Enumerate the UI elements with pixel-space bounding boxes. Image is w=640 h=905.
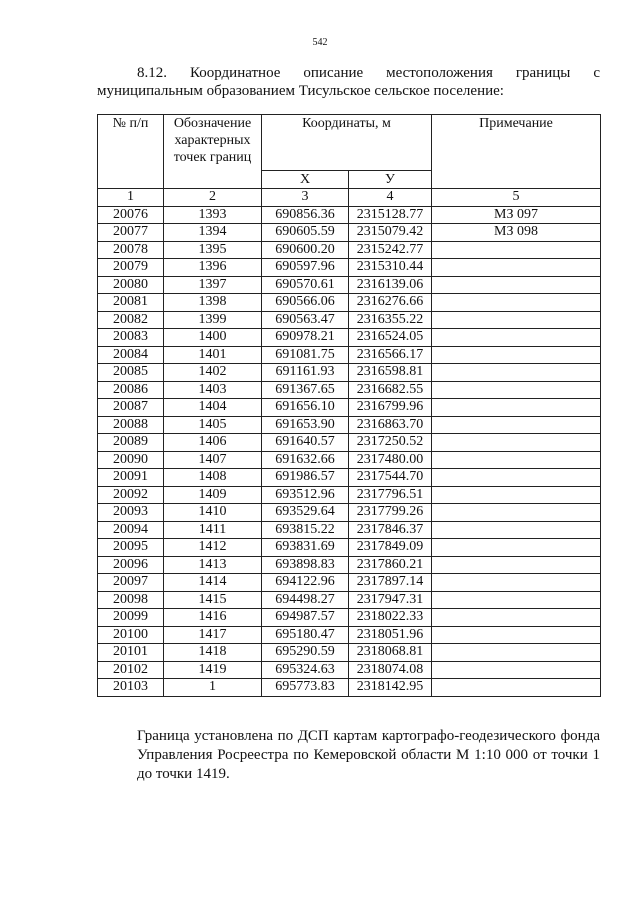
cell-x: 690600.20 [262,241,349,259]
cell-y: 2317250.52 [349,434,432,452]
heading-word: границы [515,65,571,81]
cell-y: 2317846.37 [349,521,432,539]
cell-row-number: 20092 [98,486,164,504]
cell-point: 1411 [164,521,262,539]
cell-x: 694122.96 [262,574,349,592]
cell-point: 1394 [164,224,262,242]
header-x: Х [262,171,349,189]
numbering-cell: 2 [164,189,262,207]
heading-word: 8.12. [137,65,167,81]
cell-point: 1397 [164,276,262,294]
cell-y: 2316139.06 [349,276,432,294]
cell-point: 1406 [164,434,262,452]
cell-y: 2316799.96 [349,399,432,417]
cell-row-number: 20094 [98,521,164,539]
cell-x: 693831.69 [262,539,349,557]
cell-x: 695773.83 [262,679,349,697]
cell-x: 691640.57 [262,434,349,452]
cell-y: 2316524.05 [349,329,432,347]
cell-note [432,241,601,259]
cell-row-number: 20079 [98,259,164,277]
cell-y: 2317849.09 [349,539,432,557]
cell-x: 693898.83 [262,556,349,574]
page-number: 542 [312,37,328,48]
heading-line-1 [97,64,600,82]
table-row [98,311,601,329]
cell-row-number: 20091 [98,469,164,487]
cell-point: 1395 [164,241,262,259]
cell-note [432,399,601,417]
cell-x: 691986.57 [262,469,349,487]
cell-note [432,329,601,347]
cell-row-number: 20100 [98,626,164,644]
table-row [98,259,601,277]
cell-row-number: 20102 [98,661,164,679]
heading-word: описание [303,65,364,81]
cell-row-number: 20082 [98,311,164,329]
cell-x: 690856.36 [262,206,349,224]
cell-note [432,609,601,627]
cell-x: 690566.06 [262,294,349,312]
cell-y: 2317796.51 [349,486,432,504]
cell-x: 694498.27 [262,591,349,609]
table-row [98,661,601,679]
cell-point: 1396 [164,259,262,277]
cell-y: 2318142.95 [349,679,432,697]
cell-row-number: 20077 [98,224,164,242]
cell-y: 2316566.17 [349,346,432,364]
table-row [98,346,601,364]
cell-x: 695180.47 [262,626,349,644]
cell-point: 1419 [164,661,262,679]
cell-x: 690563.47 [262,311,349,329]
cell-note [432,346,601,364]
cell-note [432,591,601,609]
cell-point: 1405 [164,416,262,434]
cell-row-number: 20098 [98,591,164,609]
table-row [98,241,601,259]
cell-row-number: 20096 [98,556,164,574]
header-point-designation: Обозначение характерных точек границ [164,115,262,189]
cell-y: 2318051.96 [349,626,432,644]
table-row [98,626,601,644]
cell-point: 1404 [164,399,262,417]
cell-note: МЗ 098 [432,224,601,242]
numbering-cell: 4 [349,189,432,207]
cell-row-number: 20099 [98,609,164,627]
cell-point: 1401 [164,346,262,364]
cell-point: 1393 [164,206,262,224]
table-row [98,451,601,469]
cell-y: 2315128.77 [349,206,432,224]
cell-note [432,416,601,434]
header-coordinates: Координаты, м [262,115,432,171]
table-row [98,434,601,452]
cell-x: 691632.66 [262,451,349,469]
cell-point: 1416 [164,609,262,627]
heading-line-2: муниципальным образованием Тисульское сельское поселение: [97,83,504,99]
cell-point: 1414 [164,574,262,592]
cell-row-number: 20078 [98,241,164,259]
cell-y: 2317799.26 [349,504,432,522]
cell-row-number: 20086 [98,381,164,399]
header-note: Примечание [432,115,601,189]
cell-x: 693512.96 [262,486,349,504]
cell-point: 1408 [164,469,262,487]
cell-note [432,556,601,574]
table-row [98,504,601,522]
cell-note [432,434,601,452]
cell-x: 690978.21 [262,329,349,347]
cell-y: 2316598.81 [349,364,432,382]
cell-point: 1417 [164,626,262,644]
cell-x: 693529.64 [262,504,349,522]
heading-word: Координатное [189,65,281,81]
table-row [98,276,601,294]
cell-x: 691656.10 [262,399,349,417]
cell-y: 2318022.33 [349,609,432,627]
cell-y: 2317947.31 [349,591,432,609]
cell-row-number: 20090 [98,451,164,469]
cell-row-number: 20089 [98,434,164,452]
cell-row-number: 20088 [98,416,164,434]
heading-word: с [593,65,600,81]
coordinates-table [97,114,601,697]
cell-row-number: 20087 [98,399,164,417]
cell-x: 693815.22 [262,521,349,539]
cell-note [432,661,601,679]
footer-text: Граница установлена по ДСП картам картографо-геодезического фонда Управления Росреестра по Кемеровской области М 1:10 000 от точки 1 до точки 1419. [137,728,600,782]
cell-row-number: 20083 [98,329,164,347]
cell-y: 2317897.14 [349,574,432,592]
cell-y: 2316863.70 [349,416,432,434]
header-row-number: № п/п [98,115,164,189]
table-row [98,381,601,399]
cell-note [432,276,601,294]
cell-row-number: 20097 [98,574,164,592]
cell-point: 1402 [164,364,262,382]
cell-point: 1410 [164,504,262,522]
table-row [98,469,601,487]
header-y: У [349,171,432,189]
cell-y: 2316276.66 [349,294,432,312]
cell-y: 2317860.21 [349,556,432,574]
cell-row-number: 20085 [98,364,164,382]
cell-note [432,521,601,539]
cell-row-number: 20080 [98,276,164,294]
cell-x: 691081.75 [262,346,349,364]
table-row [98,644,601,662]
cell-row-number: 20103 [98,679,164,697]
cell-note [432,364,601,382]
cell-point: 1412 [164,539,262,557]
cell-row-number: 20093 [98,504,164,522]
table-row [98,399,601,417]
table-body [98,206,601,696]
cell-note [432,469,601,487]
table-row [98,364,601,382]
table-row [98,294,601,312]
cell-y: 2317544.70 [349,469,432,487]
table-row [98,591,601,609]
table-row [98,486,601,504]
cell-y: 2316355.22 [349,311,432,329]
cell-x: 691161.93 [262,364,349,382]
cell-y: 2315242.77 [349,241,432,259]
footer-paragraph [97,727,600,784]
cell-x: 694987.57 [262,609,349,627]
table-row [98,609,601,627]
cell-row-number: 20095 [98,539,164,557]
cell-point: 1400 [164,329,262,347]
cell-note [432,311,601,329]
table-row [98,521,601,539]
heading-word: местоположения [386,65,493,81]
table-row [98,206,601,224]
cell-point: 1418 [164,644,262,662]
numbering-cell: 1 [98,189,164,207]
numbering-cell: 3 [262,189,349,207]
numbering-cell: 5 [432,189,601,207]
cell-row-number: 20076 [98,206,164,224]
cell-x: 691367.65 [262,381,349,399]
table-row [98,416,601,434]
cell-x: 690570.61 [262,276,349,294]
cell-point: 1409 [164,486,262,504]
cell-note [432,504,601,522]
cell-x: 690605.59 [262,224,349,242]
table-row [98,329,601,347]
cell-point: 1398 [164,294,262,312]
cell-note [432,451,601,469]
cell-note [432,539,601,557]
table-row [98,224,601,242]
cell-x: 695290.59 [262,644,349,662]
cell-note [432,626,601,644]
table-row [98,556,601,574]
cell-row-number: 20081 [98,294,164,312]
cell-note: МЗ 097 [432,206,601,224]
cell-point: 1407 [164,451,262,469]
cell-x: 691653.90 [262,416,349,434]
cell-point: 1399 [164,311,262,329]
cell-y: 2315310.44 [349,259,432,277]
header-row [98,115,601,171]
cell-note [432,679,601,697]
table-row [98,679,601,697]
numbering-row [98,189,601,207]
cell-note [432,381,601,399]
cell-point: 1413 [164,556,262,574]
cell-x: 695324.63 [262,661,349,679]
cell-row-number: 20101 [98,644,164,662]
cell-note [432,644,601,662]
cell-point: 1403 [164,381,262,399]
cell-note [432,486,601,504]
cell-point: 1 [164,679,262,697]
cell-note [432,574,601,592]
cell-x: 690597.96 [262,259,349,277]
cell-y: 2316682.55 [349,381,432,399]
cell-point: 1415 [164,591,262,609]
cell-y: 2318074.08 [349,661,432,679]
cell-note [432,294,601,312]
table-row [98,539,601,557]
table-row [98,574,601,592]
cell-note [432,259,601,277]
cell-y: 2315079.42 [349,224,432,242]
cell-y: 2317480.00 [349,451,432,469]
section-heading [97,64,600,100]
cell-y: 2318068.81 [349,644,432,662]
cell-row-number: 20084 [98,346,164,364]
